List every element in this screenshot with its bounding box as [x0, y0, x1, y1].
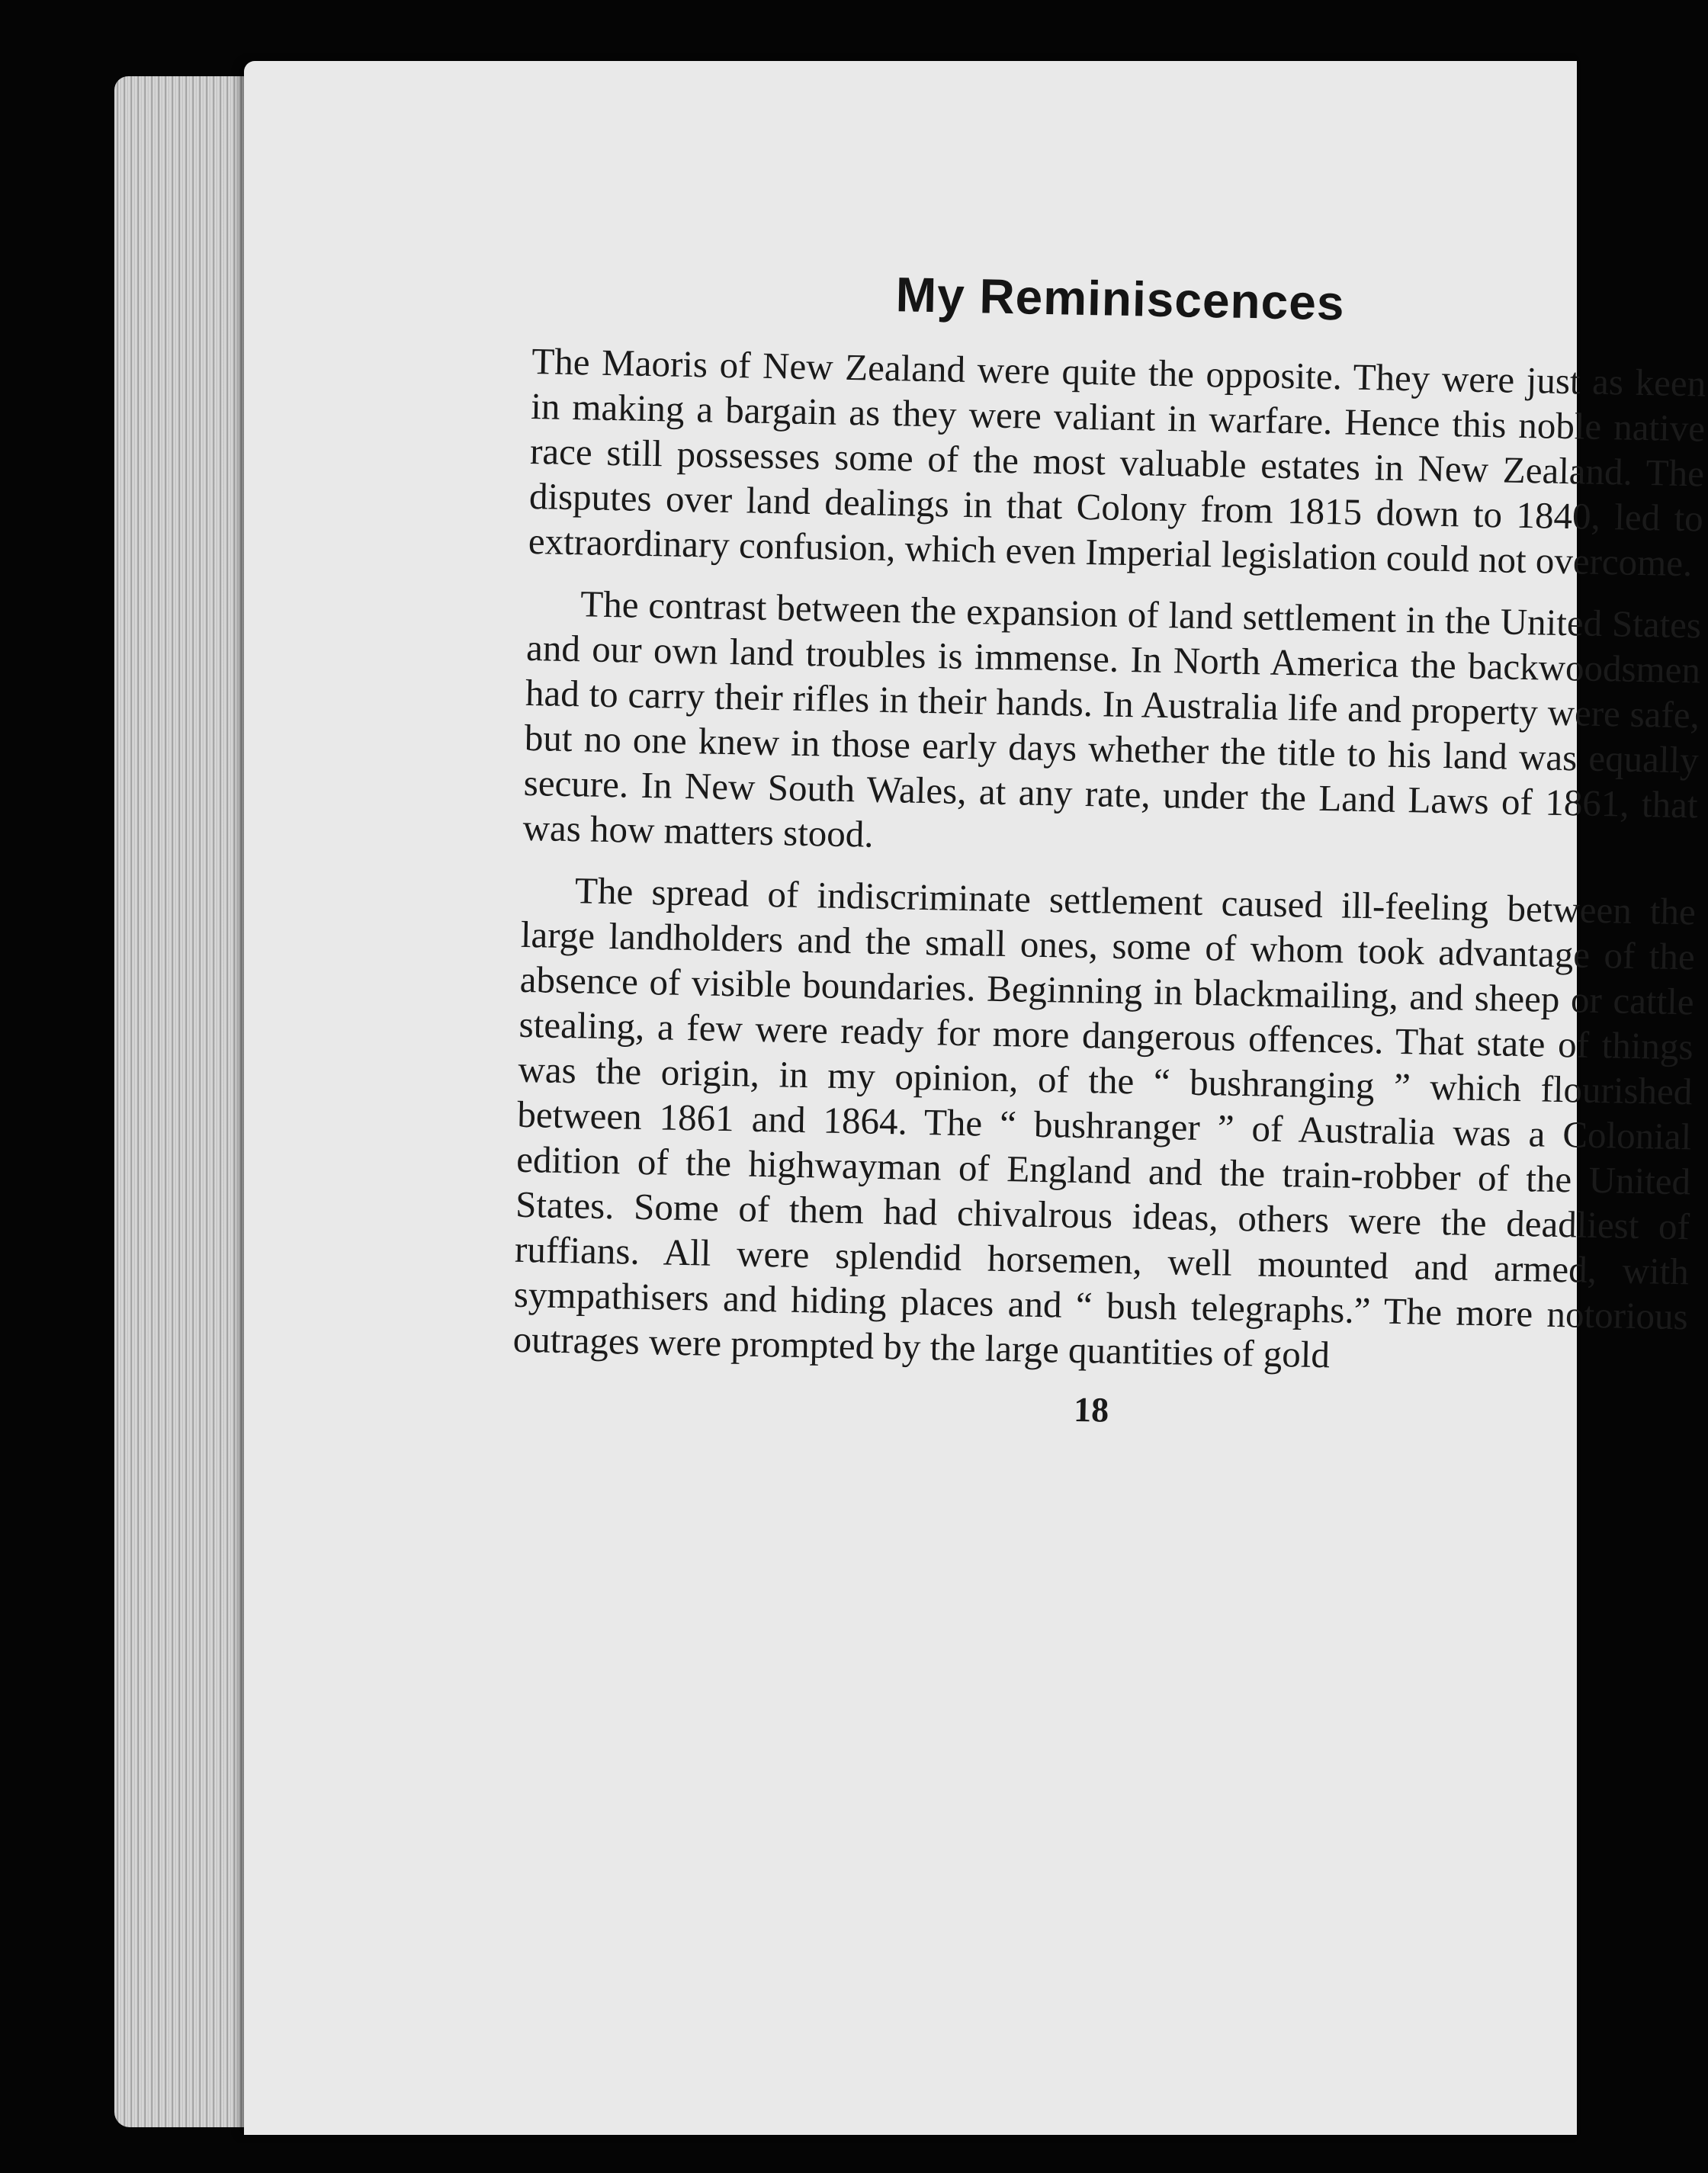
body-text — [512, 339, 1706, 1384]
running-head: My Reminiscences — [895, 267, 1346, 331]
page-content — [499, 259, 1708, 2111]
paragraph: The Maoris of New Zealand were quite the opposite. They were just as keen in making a bargain as they were valiant in warfare. Hence this noble native race still possesses some of the most valuable estates in New Zealand. The disputes over land dealings in that Colony from 1815 down to 1840, led to extraordinary confusion, which even Imperial legislation could not overcome. — [528, 339, 1706, 585]
paragraph: The contrast between the expansion of land settlement in the United States and our own land troubles is immense. In North America the backwoodsmen had to carry their rifles in their hands. In Australia life and property were safe, but no one knew in those early days whether the title to his land was equally secure. In New South Wales, at any rate, under the Land Laws of 1861, that was how matters stood. — [522, 583, 1702, 855]
book-page — [244, 61, 1706, 2135]
page-edges — [114, 76, 259, 2127]
paragraph: The spread of indiscriminate settlement caused ill-feeling between the large landholders and the small ones, some of whom took advantage of the absence of visible boundaries. Beginning in blackmailing, and sheep or cattle stealing, a few were ready for more dangerous offences. That state of things was the origin, in my opinion, of the “ bushranging ” which flourished between 1861 and 1864. The “ bushranger ” of Australia was a Colonial edition of the highwayman of England and the train-robber of the United States. Some of them had chivalrous ideas, others were the deadliest of ruffians. All were splendid horsemen, well mounted and armed, with sympathisers and hiding places and “ bush telegraphs.” The more notorious outrages were prompted by the large quantities of gold — [512, 869, 1697, 1376]
page-number: 18 — [1073, 1389, 1109, 1430]
